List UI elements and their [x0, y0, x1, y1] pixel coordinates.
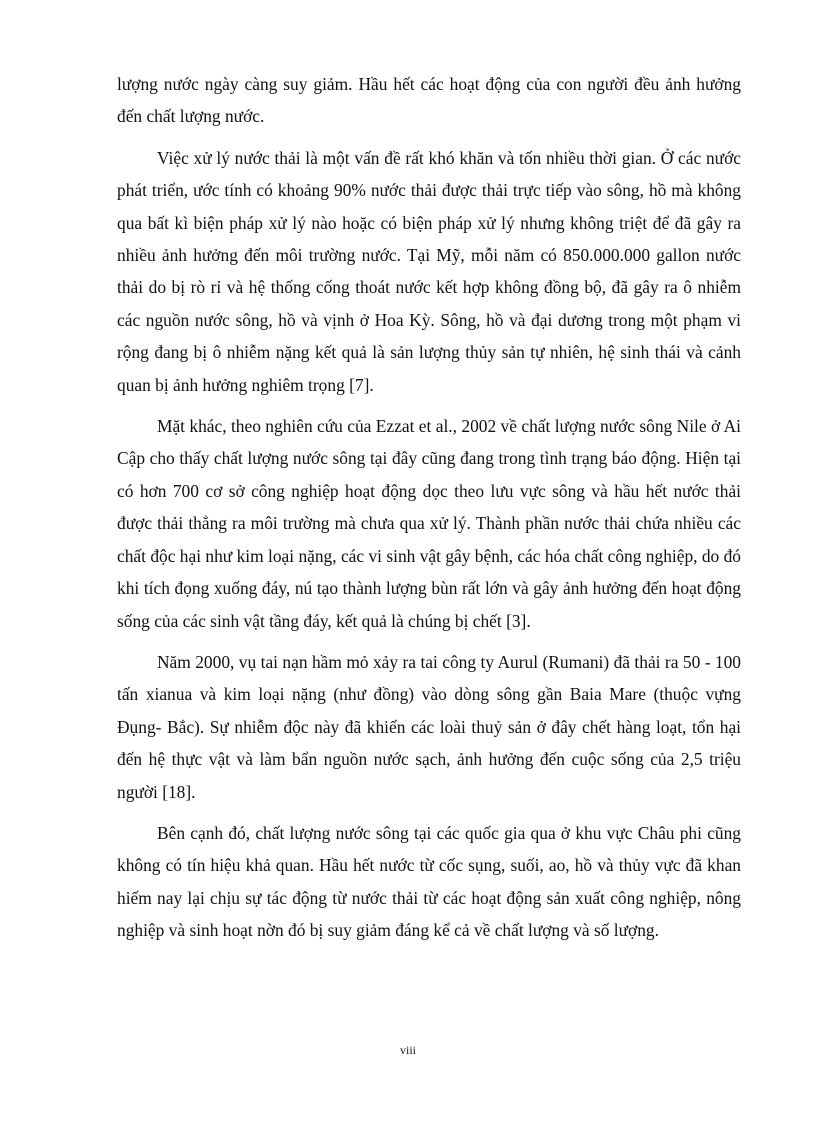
paragraph-baia-mare: Năm 2000, vụ tai nạn hầm mỏ xảy ra tai công ty Aurul (Rumani) đã thải ra 50 - 100 tấn xianua và kim loại nặng (như đồng) vào dòng sông gần Baia Mare (thuộc vựng Đụng- Bắc). Sự nhiễm độc này đã khiến các loài thuỷ sản ở đây chết hàng loạt, tổn hại đến hệ thực vật và làm bẩn nguồn nước sạch, ảnh hưởng đến cuộc sống của 2,5 triệu người [18]. [117, 651, 741, 802]
body-text [117, 68, 741, 947]
paragraph-continuation: lượng nước ngày càng suy giảm. Hầu hết các hoạt động của con người đều ảnh hưởng đến chất lượng nước. [117, 74, 741, 127]
paragraph-nile-river: Mặt khác, theo nghiên cứu của Ezzat et al., 2002 về chất lượng nước sông Nile ở Ai Cập cho thấy chất lượng nước sông tại đây cũng đang trong tình trạng báo động. Hiện tại có hơn 700 cơ sở công nghiệp hoạt động dọc theo lưu vực sông và hầu hết nước thải được thải thẳng ra môi trường mà chưa qua xử lý. Thành phần nước thải chứa nhiều các chất độc hại như kim loại nặng, các vi sinh vật gây bệnh, các hóa chất công nghiệp, do đó khi tích đọng xuống đáy, nú tạo thành lượng bùn rất lớn và gây ảnh hưởng đến hoạt động sống của các sinh vật tầng đáy, kết quả là chúng bị chết [3]. [117, 416, 741, 631]
paragraph-africa: Bên cạnh đó, chất lượng nước sông tại các quốc gia qua ở khu vực Châu phi cũng không có tín hiệu khả quan. Hầu hết nước từ cốc sụng, suối, ao, hồ và thủy vực đã khan hiếm nay lại chịu sự tác động từ nước thải từ các hoạt động sản xuất công nghiệp, nông nghiệp và sinh hoạt nờn đó bị suy giảm đáng kể cả về chất lượng và số lượng. [117, 822, 741, 941]
paragraph-wastewater-treatment: Việc xử lý nước thải là một vấn đề rất khó khăn và tốn nhiều thời gian. Ở các nước phát triển, ước tính có khoảng 90% nước thải được thải trực tiếp vào sông, hồ mà không qua bất kì biện pháp xử lý nào hoặc có biện pháp xử lý nhưng không triệt để đã gây ra nhiều ảnh hưởng đến môi trường nước. Tại Mỹ, mỗi năm có 850.000.000 gallon nước thải do bị rò rỉ và hệ thống cống thoát nước kết hợp không đồng bộ, đã gây ra ô nhiễm các nguồn nước sông, hồ và vịnh ở Hoa Kỳ. Sông, hồ và đại dương trong một phạm vi rộng đang bị ô nhiễm nặng kết quả là sản lượng thủy sản tự nhiên, hệ sinh thái và cảnh quan bị ảnh hưởng nghiêm trọng [7]. [117, 147, 741, 395]
page-number: viii [399, 1043, 416, 1057]
